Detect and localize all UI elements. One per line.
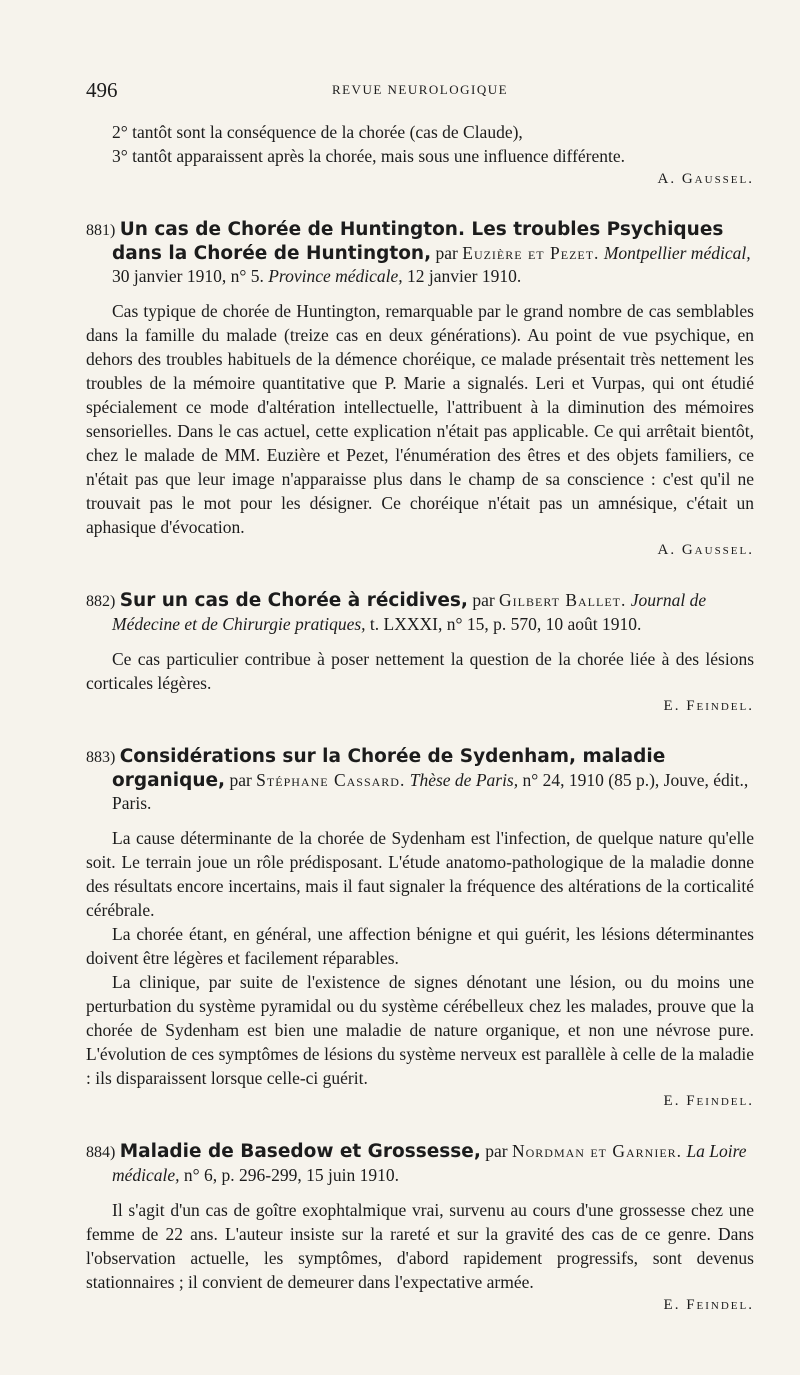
abstract-source-details: n° 24, 1910 (85 p.), Jouve, édit., Paris. (112, 770, 749, 813)
abstract-882 (86, 589, 754, 717)
intro-signature: A. Gaussel. (657, 171, 754, 187)
abstract-title: Considérations sur la Chorée de Sydenham, maladie organique, (112, 746, 666, 791)
abstract-881 (86, 218, 754, 561)
intro-item-3: 3° tantôt apparaissent après la chorée, mais sous une influence différente. (112, 146, 626, 166)
paragraph: La chorée étant, en général, une affection bénigne et qui guérit, les lésions déterminantes doivent être légères et facilement réparables. (86, 924, 754, 968)
abstract-number: 883) (86, 749, 116, 766)
abstract-number: 882) (86, 593, 116, 610)
paragraph: Il s'agit d'un cas de goître exophtalmique vrai, survenu au cours d'une grossesse chez une femme de 22 ans. L'auteur insiste sur la rareté et sur la gravité des cas de ce genre. Dans l'observation actuelle, les symptômes, d'abord rapidement progressifs, sont devenus stationnaires ; il convient de demeurer dans l'expectative armée. (86, 1200, 754, 1292)
abstract-heading (86, 1140, 754, 1186)
paragraph: Ce cas particulier contribue à poser nettement la question de la chorée liée à des lésions corticales légères. (86, 649, 754, 693)
abstract-source: Thèse de Paris, (405, 770, 519, 790)
paragraph: Cas typique de chorée de Huntington, remarquable par le grand nombre de cas semblables dans la famille du malade (treize cas en deux générations). Au point de vue psychique, en dehors des troubles habituels de la démence choréique, ce malade présentait très nettement les troubles de la mémoire quantitative que P. Marie a signalés. Leri et Vurpas, qui ont étudié spécialement ce mode d'altération intellectuelle, l'attribuent à la diminution des mémoires sensorielles. Dans le cas actuel, cette explication n'était pas applicable. Ce qui arrêtait bientôt, chez le malade de MM. Euzière et Pezet, l'énumération des êtres et des objets familiers, ce n'était pas que leur image n'apparaisse plus dans le champ de sa conscience : c'est qu'il ne trouvait pas le mot pour les désigner. Ce choréique n'était pas un amnésique, c'était un aphasique d'évocation. (86, 301, 754, 537)
page (86, 72, 754, 1316)
abstract-source: Journal de Médecine et de Chirurgie pratiques, (112, 590, 707, 634)
abstract-number: 881) (86, 222, 116, 239)
abstract-body (86, 299, 754, 539)
abstract-source: La Loire médicale, (112, 1141, 747, 1185)
abstract-signature: E. Feindel. (663, 1297, 754, 1313)
abstract-source-details: t. LXXXI, n° 15, p. 570, 10 août 1910. (365, 614, 642, 634)
abstract-by: par (225, 770, 257, 790)
abstract-number: 884) (86, 1144, 116, 1161)
abstract-by: par (431, 243, 463, 263)
page-number: 496 (86, 78, 118, 102)
abstract-source-details: 30 janvier 1910, n° 5. (112, 266, 264, 286)
journal-title: REVUE NEUROLOGIQUE (331, 82, 509, 97)
abstract-authors: Euzière et Pezet. (462, 243, 600, 263)
abstract-body (86, 647, 754, 695)
paragraph: La clinique, par suite de l'existence de signes dénotant une lésion, ou du moins une perturbation du système pyramidal ou du système cérébelleux chez les malades, prouve que la chorée de Sydenham est bien une maladie de nature organique, et non une névrose pure. L'évolution de ces symptômes de lésions du système nerveux est parallèle à celle de la maladie : ils disparaissent lorsque celle-ci guérit. (86, 972, 754, 1088)
abstract-signature: E. Feindel. (663, 698, 754, 714)
abstract-by: par (480, 1141, 512, 1161)
abstract-source-2-details: 12 janvier 1910. (402, 266, 522, 286)
abstract-heading (86, 218, 754, 287)
abstract-title: Sur un cas de Chorée à récidives, (119, 590, 468, 611)
intro-continuation (86, 120, 754, 190)
abstract-body (86, 826, 754, 1090)
abstract-signature: A. Gaussel. (657, 542, 754, 558)
abstract-883 (86, 745, 754, 1112)
abstract-source-2: Province médicale, (263, 266, 403, 286)
abstract-authors: Nordman et Garnier. (511, 1141, 683, 1161)
abstract-by: par (467, 590, 500, 610)
abstract-heading (86, 589, 754, 635)
abstract-authors: Gilbert Ballet. (499, 590, 627, 610)
intro-item-2: 2° tantôt sont la conséquence de la chorée (cas de Claude), (112, 122, 523, 142)
abstract-authors: Stéphane Cassard. (256, 770, 406, 790)
abstract-title: Maladie de Basedow et Grossesse, (119, 1141, 481, 1162)
running-head (86, 72, 754, 106)
abstract-source-details: n° 6, p. 296-299, 15 juin 1910. (179, 1165, 399, 1185)
paragraph: La cause déterminante de la chorée de Sydenham est l'infection, de quelque nature qu'elle soit. Le terrain joue un rôle prédisposant. L'étude anatomo-pathologique de la maladie donne des résultats encore incertains, mais il faut signaler la fréquence des altérations de la corticalité cérébrale. (86, 828, 754, 920)
abstract-body (86, 1198, 754, 1294)
abstract-heading (86, 745, 754, 814)
abstract-signature: E. Feindel. (663, 1093, 754, 1109)
abstract-title: Un cas de Chorée de Huntington. Les troubles Psychiques dans la Chorée de Huntington, (112, 219, 724, 264)
abstract-884 (86, 1140, 754, 1316)
abstract-source: Montpellier médical, (599, 243, 751, 263)
